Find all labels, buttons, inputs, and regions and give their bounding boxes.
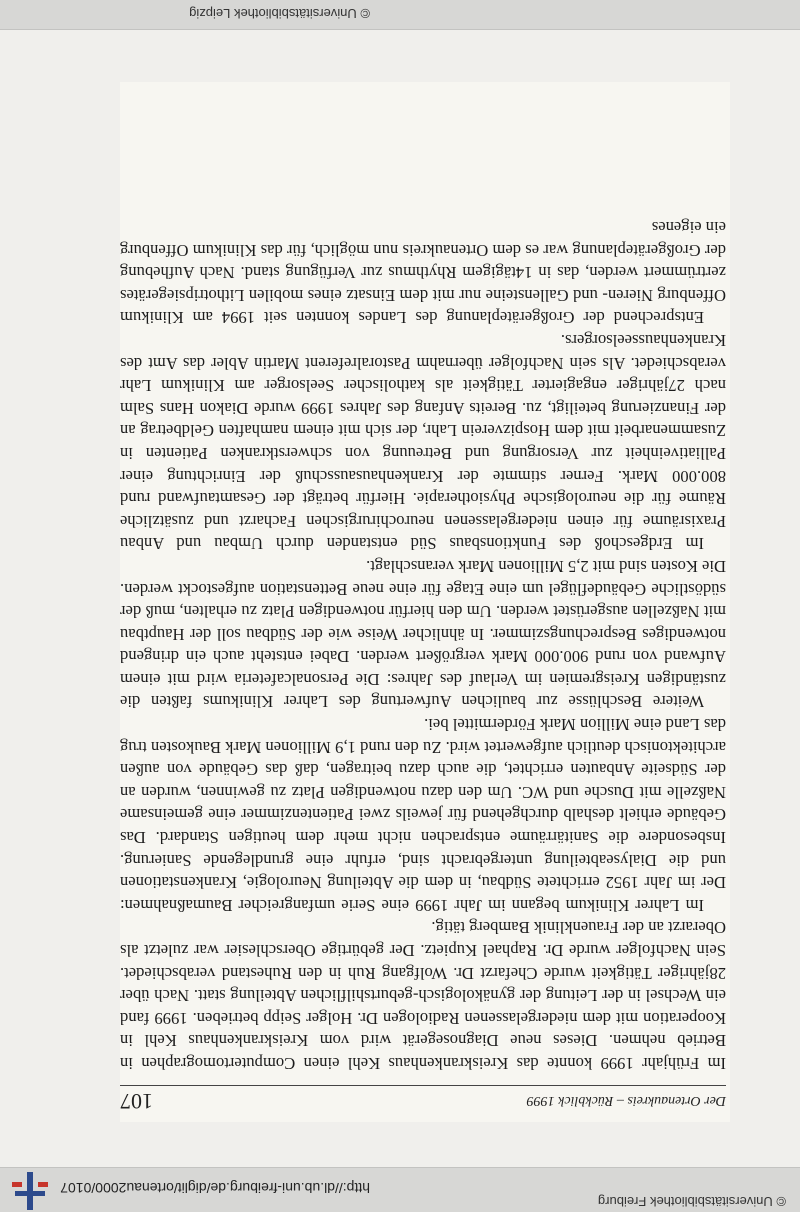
paragraph: Im Erdgeschoß des Funktionsbaus Süd entstanden durch Umbau und Anbau Praxisräume für einen niedergelassenen neurochirurgischen Facharzt und zusätzliche Räume für die neurologische Physiotherapie. Hierfür beträgt der Gesamtaufwand rund 800.000 Mark. Ferner stimmte der Krankenhausausschuß der Einrichtung einer Palliativeinheit zur Versorgung und Betreuung von schwerstkranken Patienten in Zusammenarbeit mit dem Hospizverein Lahr, der sich mit einem namhaften Geldbetrag an der Finanzierung beteiligt, zu. Bereits Anfang des Jahres 1999 wurde Diakon Hans Salm nach 27jähriger engagierter Tätigkeit als katholischer Seelsorger am Klinikum Lahr verabschiedet. Als sein Nachfolger übernahm Pastoralreferent Martin Abler das Amt des Krankenhausseelsorgers.	[120, 331, 726, 554]
source-url-link[interactable]: http://dl.ub.uni-freiburg.de/diglit/ortenau2000/0107	[60, 1180, 370, 1196]
viewer-top-bar	[0, 1167, 800, 1212]
paragraph: Im Lahrer Klinikum begann im Jahr 1999 eine Serie umfangreicher Baumaßnahmen: Der im Jahr 1952 errichtete Südbau, in dem die Abteilung Neurologie, Krankenstationen und die Dialyseabteilung untergebracht sind, erfuhr eine grundlegende Sanierung. Insbesondere die Sanitärräume entsprachen nicht mehr dem heutigen Standard. Das Gebäude erhielt deshalb durchgehend für jeweils zwei Patientenzimmer eine gemeinsame Naßzelle mit Dusche und WC. Um den dazu notwendigen Platz zu gewinnen, wurden an der Südseite Anbauten errichtet, die auch dazu beitragen, daß das Gebäude von außen architektonisch deutlich aufgewertet wird. Zu den rund 1,9 Millionen Mark Baukosten trug das Land eine Million Mark Fördermittel bei.	[120, 715, 726, 915]
library-logo-icon	[12, 1172, 48, 1210]
paragraph: Entsprechend der Großgeräteplanung des Landes konnten seit 1994 am Klinikum Offenburg Nieren- und Gallensteine nur mit dem Einsatz eines mobilen Lithotripsiegerätes zertrümmert werden, das in 14tägigem Rhythmus zur Verfügung stand. Nach Aufhebung der Großgeräteplanung war es dem Ortenaukreis nun möglich, für das Klinikum Offenburg ein eigenes	[120, 218, 726, 328]
running-head	[120, 1085, 726, 1114]
page-body	[120, 215, 726, 1074]
running-title: Der Ortenaukreis – Rückblick 1999	[526, 1093, 726, 1108]
viewer-bottom-bar	[0, 0, 800, 30]
page-number: 107	[120, 1089, 153, 1114]
paragraph: Weitere Beschlüsse zur baulichen Aufwertung des Lahrer Klinikums faßten die zuständigen Kreisgremien im Verlauf des Jahres: Die Personalcafeteria wird mit einem Aufwand von rund 900.000 Mark vergrößert werden. Dabei entsteht auch ein dringend notwendiges Besprechungszimmer. In ähnlicher Weise wie der Südbau soll der Hauptbau mit Naßzellen ausgerüstet werden. Um den hierfür notwendigen Platz zu erhalten, muß der südöstliche Gebäudeflügel um eine Etage für eine neue Bettenstation aufgestockt werden. Die Kosten sind mit 2,5 Millionen Mark veranschlagt.	[120, 556, 726, 712]
library-credit-bottom: © Universitätsbibliothek Leipzig	[189, 6, 370, 21]
paragraph: Im Frühjahr 1999 konnte das Kreiskrankenhaus Kehl einen Computertomographen in Betrieb nehmen. Dieses neue Diagnosegerät wird vom Kreiskrankenhaus Kehl in Kooperation mit dem niedergelassenen Radiologen Dr. Holger Seipp betrieben. 1999 fand ein Wechsel in der Leitung der gynäkologisch-geburtshilflichen Abteilung statt. Nach über 28jähriger Tätigkeit wurde Chefarzt Dr. Wolfgang Ruh in den Ruhestand verabschiedet. Sein Nachfolger wurde Dr. Raphael Kupietz. Der gebürtige Oberschlesier war zuletzt als Oberarzt an der Frauenklinik Bamberg tätig.	[120, 918, 726, 1073]
library-credit: © Universitätsbibliothek Freiburg	[597, 1194, 786, 1209]
